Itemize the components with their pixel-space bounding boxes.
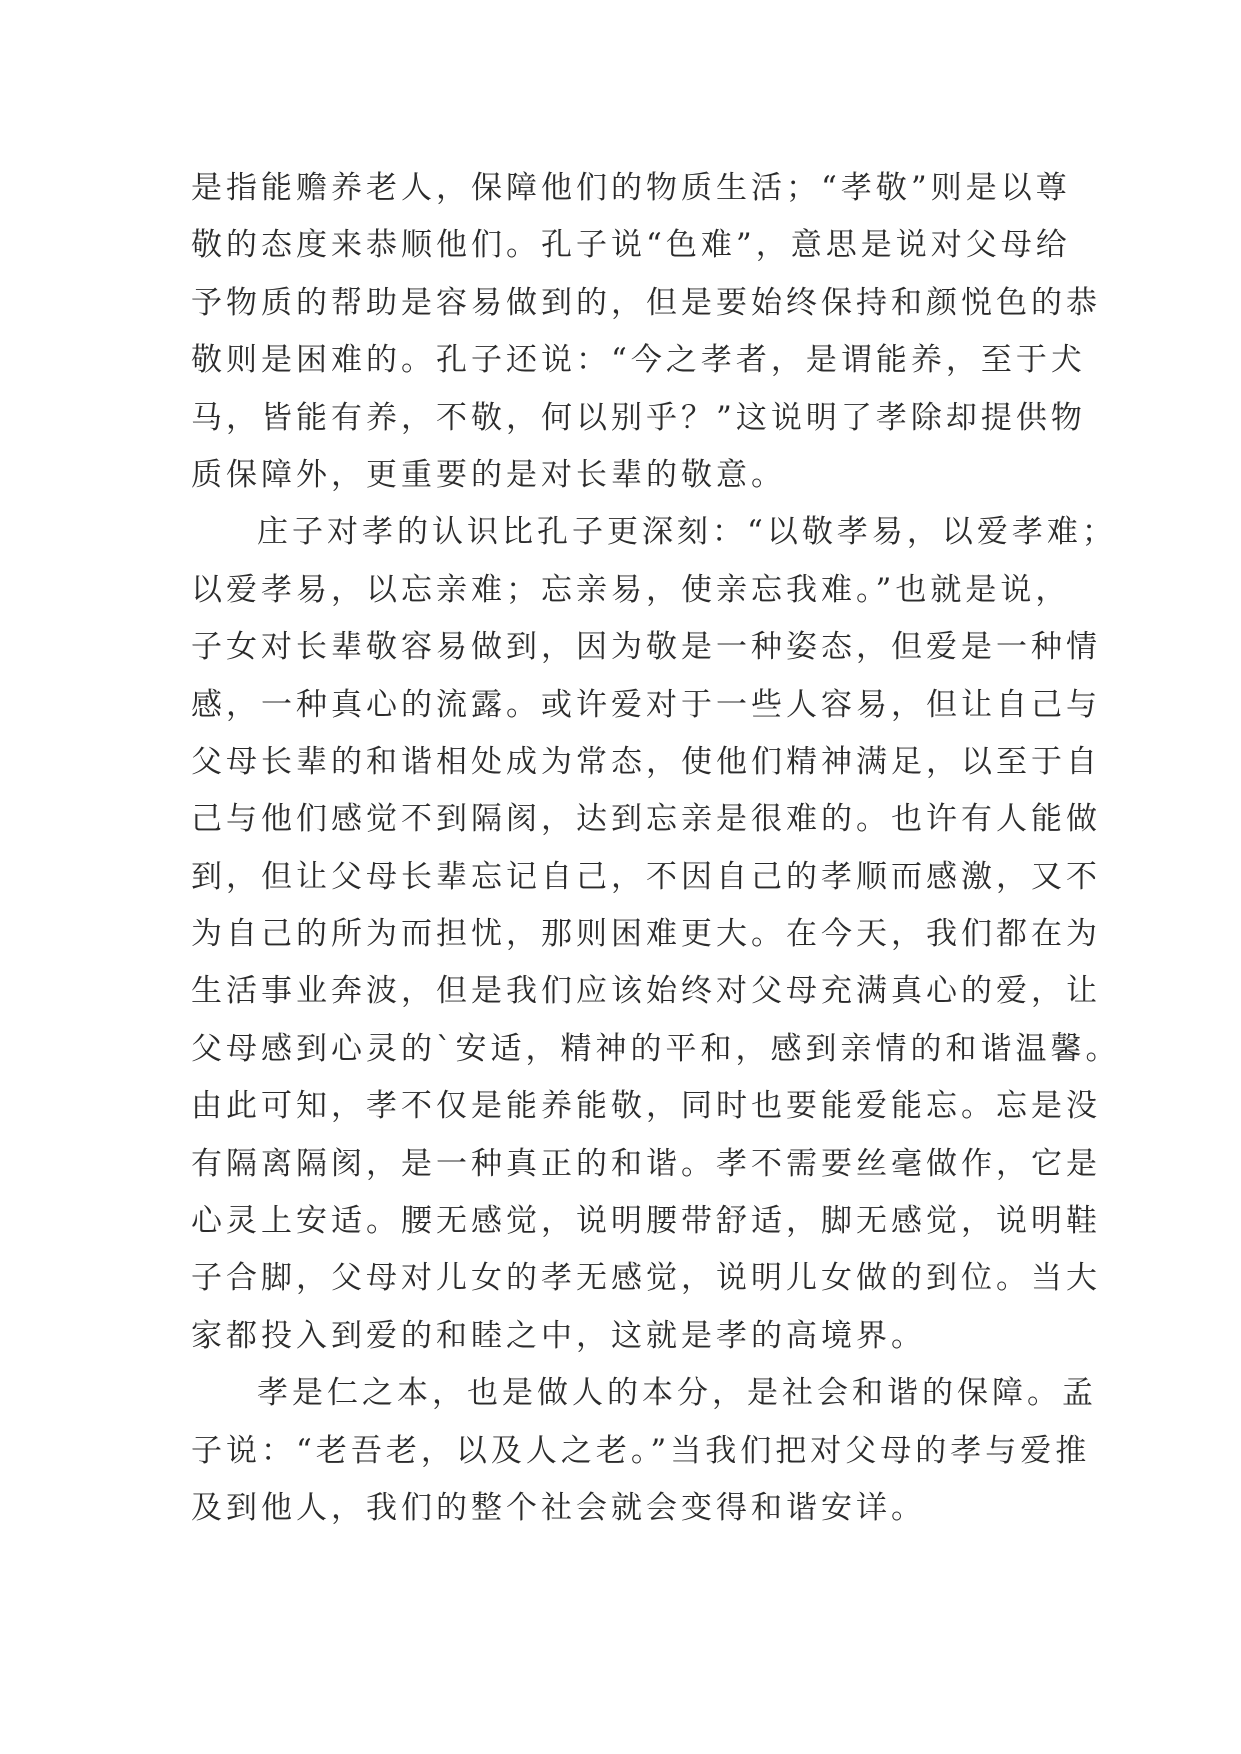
text-line: 予物质的帮助是容易做到的，但是要始终保持和颜悦色的恭	[191, 284, 1101, 321]
paragraph	[191, 160, 1101, 504]
text-line: 庄子对孝的认识比孔子更深刻：“以敬孝易，以爱孝难；	[257, 514, 1117, 551]
paragraph	[191, 1365, 1097, 1537]
text-line: 质保障外，更重要的是对长辈的敬意。	[191, 456, 786, 493]
text-line: 子说：“老吾老，以及人之老。”当我们把对父母的孝与爱推	[191, 1432, 1091, 1469]
text-line: 感，一种真心的流露。或许爱对于一些人容易，但让自己与	[191, 686, 1101, 723]
text-line: 到，但让父母长辈忘记自己，不因自己的孝顺而感激，又不	[191, 858, 1101, 895]
text-line: 为自己的所为而担忧，那则困难更大。在今天，我们都在为	[191, 916, 1101, 953]
text-line: 孝是仁之本，也是做人的本分，是社会和谐的保障。孟	[257, 1375, 1097, 1412]
text-line: 子女对长辈敬容易做到，因为敬是一种姿态，但爱是一种情	[191, 629, 1101, 666]
text-line: 己与他们感觉不到隔阂，达到忘亲是很难的。也许有人能做	[191, 801, 1101, 838]
text-line: 家都投入到爱的和睦之中，这就是孝的高境界。	[191, 1317, 926, 1354]
paragraph	[191, 504, 1121, 1365]
text-line: 有隔离隔阂，是一种真正的和谐。孝不需要丝毫做作，它是	[191, 1145, 1101, 1182]
text-line: 是指能赡养老人，保障他们的物质生活；“孝敬”则是以尊	[191, 170, 1071, 206]
text-line: 由此可知，孝不仅是能养能敬，同时也要能爱能忘。忘是没	[191, 1088, 1101, 1125]
text-line: 敬则是困难的。孔子还说：“今之孝者，是谓能养，至于犬	[191, 342, 1086, 379]
text-line: 心灵上安适。腰无感觉，说明腰带舒适，脚无感觉，说明鞋	[191, 1203, 1101, 1240]
document-body	[191, 160, 1121, 1537]
text-line: 以爱孝易，以忘亲难；忘亲易，使亲忘我难。”也就是说，	[191, 571, 1071, 608]
text-line: 子合脚，父母对儿女的孝无感觉，说明儿女做的到位。当大	[191, 1260, 1101, 1297]
text-line: 马，皆能有养，不敬，何以别乎？”这说明了孝除却提供物	[191, 399, 1086, 436]
text-line: 父母感到心灵的`安适，精神的平和，感到亲情的和谐温馨。	[191, 1030, 1121, 1067]
text-line: 及到他人，我们的整个社会就会变得和谐安详。	[191, 1489, 926, 1526]
text-line: 生活事业奔波，但是我们应该始终对父母充满真心的爱，让	[191, 973, 1101, 1010]
text-line: 父母长辈的和谐相处成为常态，使他们精神满足，以至于自	[191, 743, 1101, 780]
text-line: 敬的态度来恭顺他们。孔子说“色难”，意思是说对父母给	[191, 227, 1071, 264]
